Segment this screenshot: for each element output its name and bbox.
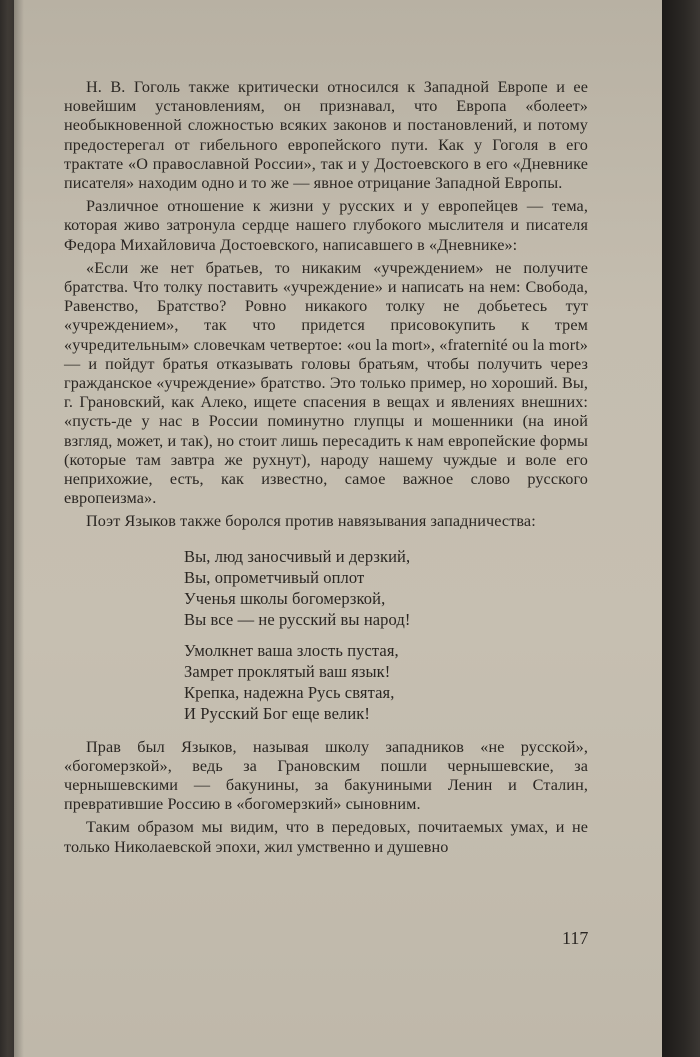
book-spine-shadow	[662, 0, 700, 1057]
paragraph-dostoevsky-quote: «Если же нет братьев, то никаким «учреждением» не получите братства. Что толку поставить «учреждение» и написать на нем: Свобода, Равенство, Братство? Ровно никакого толку не добьетесь тут «учреждением», так что придется присовокупить к трем «учредительным» словечкам четвертое: «ou la mort», «fraternité ou la mort» — и пойдут братья отказывать головы братьям, чтобы получить через гражданское «учреждение» братство. Это только пример, но хороший. Вы, г. Грановский, как Алеко, ищете спасения в вещах и явлениях внешних: «пусть-де у нас в России поминутно глупцы и мошенники (на иной взгляд, может, и так), но стоит лишь пересадить к нам европейские формы (которые там завтра же рухнут), народу нашему чуждые и воле его неприхожие, есть, как известно, самое важное слово русского европеизма».	[64, 258, 588, 508]
paragraph-gogol: Н. В. Гоголь также критически относился к Западной Европе и ее новейшим установлениям, он признавал, что Европа «болеет» необыкновенной сложностью всяких законов и постановлений, и потому предостерегал от гибельного европейского пути. Как у Гоголя в его трактате «О православной России», так и у Достоевского в его «Дневнике писателя» находим одно и то же — явное отрицание Западной Европы.	[64, 78, 588, 193]
page-text	[64, 78, 588, 861]
poem-line: Замрет проклятый ваш язык!	[184, 661, 391, 681]
paragraph-yazykov-comment: Прав был Языков, называя школу западников «не русской», «богомерзкой», ведь за Грановским пошли чернышевские, за чернышевскими — бакунины, за бакуниными Ленин и Сталин, превратившие Россию в «богомерзкий» сыновним.	[64, 737, 588, 814]
paragraph-conclusion: Таким образом мы видим, что в передовых, почитаемых умах, и не только Николаевской эпохи, жил умственно и душевно	[64, 818, 588, 856]
poem-line: Вы, опрометчивый оплот	[184, 567, 365, 587]
poem-stanza-1	[184, 546, 588, 630]
book-page	[14, 0, 662, 1057]
poem	[184, 546, 588, 724]
poem-line: Ученья школы богомерзкой,	[184, 588, 386, 608]
paragraph-yazykov-intro: Поэт Языков также боролся против навязывания западничества:	[86, 512, 536, 531]
poem-line: Умолкнет ваша злость пустая,	[184, 640, 399, 660]
poem-stanza-2	[184, 640, 588, 724]
poem-line: И Русский Бог еще велик!	[184, 703, 371, 723]
poem-line: Вы все — не русский вы народ!	[184, 609, 411, 629]
paragraph-dostoevsky-intro: Различное отношение к жизни у русских и у европейцев — тема, которая живо затронула сердце нашего глубокого мыслителя и писателя Федора Михайловича Достоевского, написавшего в «Дневнике»:	[64, 197, 588, 254]
poem-line: Вы, люд заносчивый и дерзкий,	[184, 546, 411, 566]
page-number: 117	[562, 928, 589, 948]
poem-line: Крепка, надежна Русь святая,	[184, 682, 395, 702]
